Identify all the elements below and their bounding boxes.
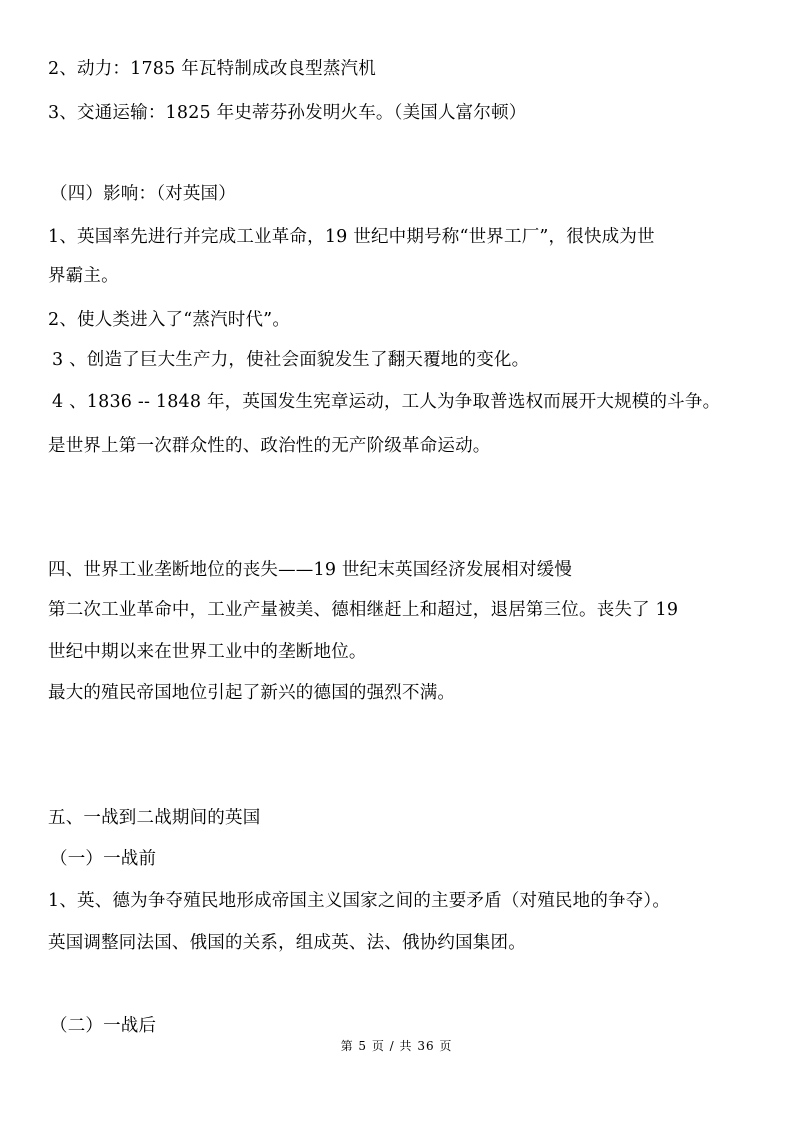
text-line: 界霸主。: [48, 266, 119, 286]
text-line: 世纪中期以来在世界工业中的垄断地位。: [48, 642, 367, 662]
text-line: 是世界上第一次群众性的、政治性的无产阶级革命运动。: [48, 436, 491, 456]
text-line: 2、使人类进入了“蒸汽时代”。: [48, 310, 291, 330]
section-heading: （二）一战后: [50, 1016, 157, 1036]
text-line: 3 、创造了巨大生产力，使社会面貌发生了翻天覆地的变化。: [52, 350, 530, 370]
text-line: 第二次工业革命中，工业产量被美、德相继赶上和超过，退居第三位。丧失了 19: [48, 600, 679, 620]
section-heading: 五、一战到二战期间的英国: [48, 808, 261, 828]
text-line: 3、交通运输：1825 年史蒂芬孙发明火车。（美国人富尔顿）: [48, 103, 527, 123]
text-line: 2、动力：1785 年瓦特制成改良型蒸汽机: [48, 59, 376, 79]
section-heading: （四）影响：（对英国）: [50, 184, 236, 204]
section-heading: 四、世界工业垄断地位的丧失——19 世纪末英国经济发展相对缓慢: [48, 560, 573, 580]
text-line: 最大的殖民帝国地位引起了新兴的德国的强烈不满。: [48, 683, 456, 703]
text-line: 4 、1836 -- 1848 年，英国发生宪章运动，工人为争取普选权而展开大规模的斗争。: [52, 392, 721, 412]
text-line: 1、英、德为争夺殖民地形成帝国主义国家之间的主要矛盾（对殖民地的争夺）。: [48, 891, 671, 911]
text-line: 1、英国率先进行并完成工业革命，19 世纪中期号称“世界工厂”，很快成为世: [48, 227, 655, 247]
section-heading: （一）一战前: [50, 849, 157, 869]
text-line: 英国调整同法国、俄国的关系，组成英、法、俄协约国集团。: [48, 933, 526, 953]
page-footer: 第 5 页 / 共 36 页: [340, 1039, 453, 1053]
